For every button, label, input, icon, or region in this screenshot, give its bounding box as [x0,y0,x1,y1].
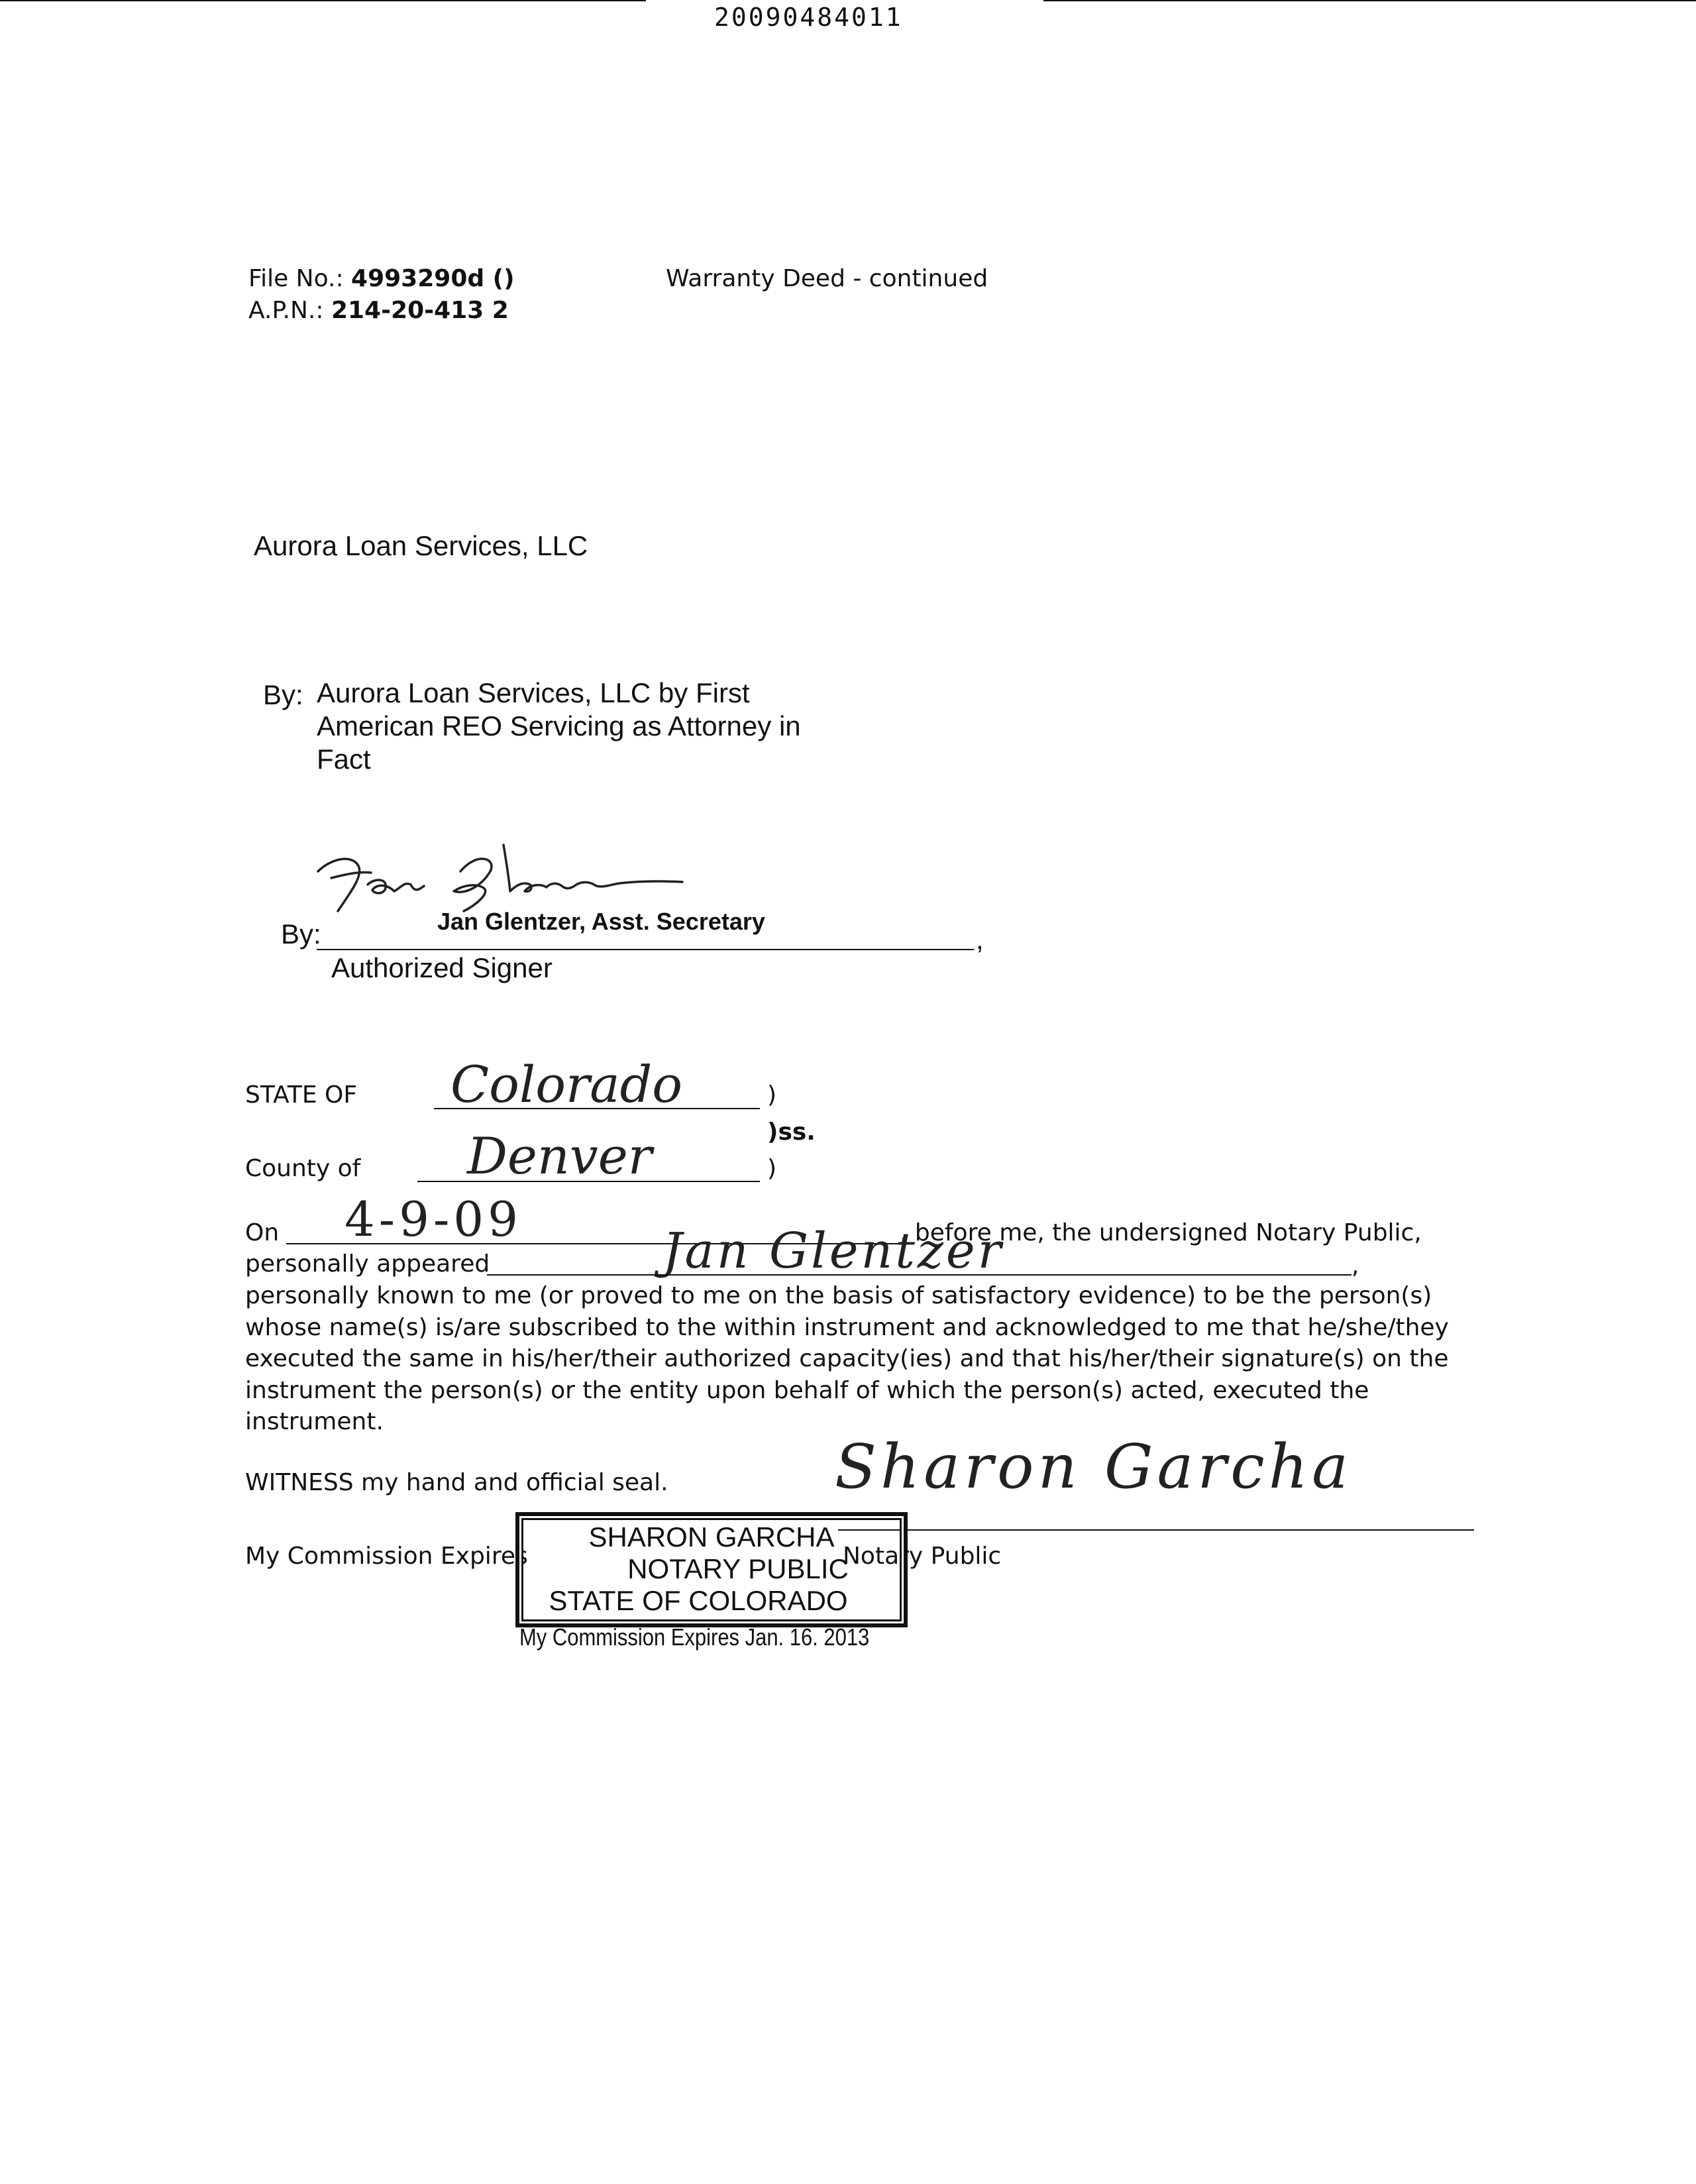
signature-line [317,949,974,950]
apn [248,297,509,324]
grantor-by-label: By: [263,679,303,710]
signature-comma: , [976,924,984,955]
grantor-company: Aurora Loan Services, LLC [254,530,588,561]
notary-signature-line [838,1529,1474,1531]
appeared-line [487,1274,1352,1276]
county-value: Denver [467,1126,653,1185]
witness-text: WITNESS my hand and official seal. [245,1469,668,1496]
document-title: Warranty Deed - continued [666,265,988,292]
appeared-comma: , [1352,1252,1359,1280]
appeared-value: Jan Glentzer [662,1223,1004,1280]
stamp-title: NOTARY PUBLIC [627,1553,849,1584]
ack-body-line3: executed the same in his/her/their authorized capacity(ies) and that his/her/their signature(s) on the [245,1345,1449,1372]
county-line [417,1181,760,1182]
ack-body-line5: instrument. [245,1408,384,1435]
file-no-label: File No.: [248,265,344,292]
grantor-by-line1: Aurora Loan Services, LLC by First [317,677,750,708]
apn-value: 214-20-413 2 [331,297,509,324]
apn-label: A.P.N.: [248,297,324,324]
scan-edge-left [0,0,646,1]
on-label: On [245,1219,280,1246]
state-label: STATE OF [245,1081,358,1109]
grantor-by-line3: Fact [317,743,371,775]
notary-public-label: Notary Public [843,1543,1002,1570]
county-paren: ) [767,1155,777,1182]
acknowledgment-date: 4-9-09 [344,1191,522,1247]
notary-seal-stamp [515,1512,908,1627]
grantor-by-line2: American REO Servicing as Attorney in [317,710,801,741]
signature-by-label: By: [281,918,321,950]
ss-marker: )ss. [767,1119,816,1146]
ack-body-line1: personally known to me (or proved to me on the basis of satisfactory evidence) to be the person(s) [245,1282,1432,1309]
file-no-value: 4993290d () [351,265,515,292]
state-line [434,1108,760,1109]
signer-title: Authorized Signer [331,952,553,983]
state-value: Colorado [450,1055,683,1114]
file-no [248,265,515,292]
commission-label: My Commission Expires [245,1543,528,1570]
before-text: , before me, the undersigned Notary Public, [900,1219,1422,1246]
appeared-label: personally appeared [245,1250,490,1278]
ack-body-line4: instrument the person(s) or the entity upon behalf of which the person(s) acted, executed the [245,1377,1369,1404]
county-label: County of [245,1155,361,1182]
stamp-expiry: My Commission Expires Jan. 16. 2013 [519,1623,870,1651]
scan-edge-right [1043,0,1696,1]
signer-stamp: Jan Glentzer, Asst. Secretary [437,908,765,935]
notary-signature: Sharon Garcha [835,1431,1352,1502]
stamp-name: SHARON GARCHA [588,1521,835,1553]
document-number: 20090484011 [714,3,903,32]
stamp-state: STATE OF COLORADO [549,1585,848,1616]
state-paren: ) [767,1081,777,1109]
ack-body-line2: whose name(s) is/are subscribed to the within instrument and acknowledged to me that he/she/they [245,1314,1449,1341]
